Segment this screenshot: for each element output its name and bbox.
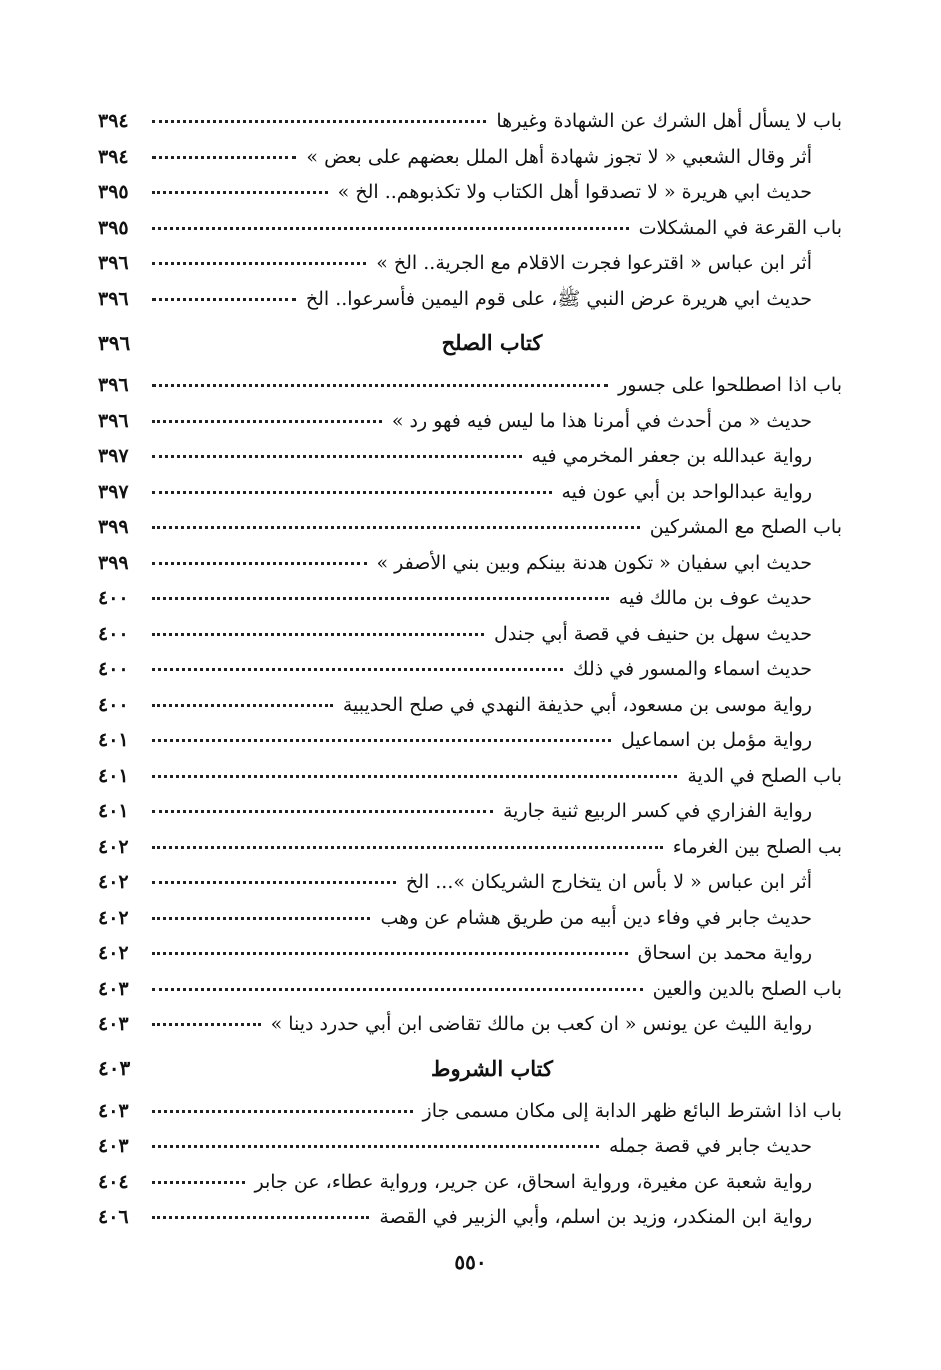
toc-chapter-entry: [98, 972, 842, 1008]
dot-leader: [152, 844, 663, 849]
entry-page-number: ٣٩٩: [98, 516, 129, 538]
entry-page-number: ٣٩٦: [98, 252, 129, 274]
dot-leader: [152, 666, 563, 671]
entry-title: رواية موسى بن مسعود، أبي حذيفة النهدي في صلح الحديبية: [342, 693, 812, 716]
entry-page-number: ٤٠١: [98, 729, 129, 751]
entry-page-number: ٤٠٠: [98, 587, 129, 609]
toc-chapter-entry: [98, 211, 842, 247]
entry-page-number: ٤٠١: [98, 800, 129, 822]
entry-page-number: ٤٠٢: [98, 835, 129, 858]
entry-title: رواية عبدالله بن جعفر المخرمي فيه: [531, 445, 812, 467]
section-heading-page: ٤٠٣: [98, 1056, 131, 1080]
toc-sub-entry: [98, 439, 842, 475]
toc-sub-entry: [98, 794, 842, 830]
entry-title: حديث جابر في وفاء دين أبيه من طريق هشام عن وهب: [380, 906, 812, 929]
dot-leader: [152, 1021, 261, 1026]
toc-sub-entry: [98, 246, 842, 282]
entry-page-number: ٣٩٧: [98, 445, 129, 467]
dot-leader: [152, 773, 677, 778]
toc-sub-entry: [98, 936, 842, 972]
toc-sub-entry: [98, 1200, 842, 1236]
entry-title: أثر ابن عباس « اقترعوا فجرت الاقلام مع الجرية.. الخ »: [376, 252, 812, 274]
entry-page-number: ٤٠٤: [98, 1170, 129, 1193]
entry-page-number: ٤٠٠: [98, 693, 129, 716]
dot-leader: [152, 702, 333, 707]
toc-sub-entry: [98, 140, 842, 176]
dot-leader: [152, 489, 552, 494]
dot-leader: [152, 986, 643, 991]
entry-title: باب القرعة في المشكلات: [638, 216, 842, 239]
entry-page-number: ٣٩٧: [98, 480, 129, 503]
entry-page-number: ٤٠٣: [98, 977, 129, 1000]
entry-page-number: ٣٩٦: [98, 287, 129, 310]
dot-leader: [152, 260, 366, 265]
entry-title: رواية الفزاري في كسر الربيع ثنية جارية: [502, 800, 812, 822]
dot-leader: [152, 154, 296, 159]
dot-leader: [152, 737, 611, 742]
entry-page-number: ٣٩٤: [98, 110, 129, 132]
entry-page-number: ٣٩٦: [98, 409, 129, 432]
dot-leader: [152, 631, 484, 636]
dot-leader: [152, 382, 608, 387]
toc-sub-entry: [98, 475, 842, 511]
entry-title: أثر وقال الشعبي « لا تجوز شهادة أهل الملل بعضهم على بعض »: [306, 145, 812, 168]
entry-title: أثر ابن عباس « لا بأس ان يتخارج الشريكان »... الخ: [405, 871, 812, 893]
toc-sub-entry: [98, 404, 842, 440]
dot-leader: [152, 225, 629, 230]
entry-page-number: ٤٠٠: [98, 658, 129, 680]
entry-page-number: ٤٠٣: [98, 1135, 129, 1157]
entry-title: حديث ابي هريرة « لا تصدقوا أهل الكتاب ولا تكذبوهم.. الخ »: [337, 181, 812, 203]
entry-title: رواية محمد بن اسحاق: [637, 942, 812, 964]
toc-chapter-entry: [98, 104, 842, 140]
entry-title: باب اذا اصطلحوا على جسور: [618, 374, 842, 396]
dot-leader: [152, 118, 486, 123]
entry-title: رواية ابن المنكدر، وزيد بن اسلم، وأبي الزبير في القصة: [379, 1206, 812, 1228]
dot-leader: [152, 595, 609, 600]
entry-title: رواية عبدالواحد بن أبي عون فيه: [561, 480, 812, 503]
entry-page-number: ٣٩٥: [98, 181, 129, 203]
entry-title: حديث عوف بن مالك فيه: [618, 587, 812, 609]
entry-title: باب الصلح مع المشركين: [649, 516, 842, 538]
toc-sub-entry: [98, 581, 842, 617]
entry-title: حديث « من أحدث في أمرنا هذا ما ليس فيه فهو رد »: [391, 409, 812, 432]
dot-leader: [152, 879, 396, 884]
entry-title: حديث ابي هريرة عرض النبي ﷺ، على قوم اليمين فأسرعوا.. الخ: [305, 287, 812, 310]
entry-title: باب الصلح بالدين والعين: [652, 977, 842, 1000]
entry-title: رواية الليث عن يونس « ان كعب بن مالك تقاضى ابن أبي حدرد دينا »: [270, 1013, 812, 1035]
toc-sub-entry: [98, 282, 842, 318]
toc-chapter-entry: [98, 368, 842, 404]
section-heading-title: كتاب الشروط: [431, 1055, 553, 1081]
dot-leader: [152, 189, 328, 194]
section-heading-title: كتاب الصلح: [441, 330, 543, 355]
entry-title: حديث اسماء والمسور في ذلك: [572, 658, 812, 680]
table-of-contents: [98, 104, 842, 1236]
entry-page-number: ٣٩٦: [98, 374, 129, 396]
entry-title: حديث ابي سفيان « تكون هدنة بينكم وبين بني الأصفر »: [376, 551, 812, 574]
dot-leader: [152, 1179, 245, 1184]
toc-chapter-entry: [98, 759, 842, 795]
entry-page-number: ٤٠٢: [98, 871, 129, 893]
entry-page-number: ٤٠٦: [98, 1206, 129, 1228]
toc-sub-entry: [98, 652, 842, 688]
dot-leader: [152, 1108, 413, 1113]
entry-page-number: ٤٠١: [98, 764, 129, 787]
toc-sub-entry: [98, 546, 842, 582]
dot-leader: [152, 453, 522, 458]
entry-title: بب الصلح بين الغرماء: [672, 835, 842, 858]
entry-title: باب اذا اشترط البائع ظهر الدابة إلى مكان مسمى جاز: [422, 1099, 842, 1122]
dot-leader: [152, 296, 296, 301]
entry-title: باب لا يسأل أهل الشرك عن الشهادة وغيرها: [496, 110, 842, 132]
dot-leader: [152, 560, 367, 565]
toc-sub-entry: [98, 723, 842, 759]
toc-sub-entry: [98, 688, 842, 724]
entry-page-number: ٣٩٤: [98, 145, 129, 168]
toc-chapter-entry: [98, 830, 842, 866]
entry-title: رواية شعبة عن مغيرة، ورواية اسحاق، عن جرير، ورواية عطاء، عن جابر: [254, 1170, 812, 1193]
entry-page-number: ٤٠٢: [98, 906, 129, 929]
entry-title: باب الصلح في الدية: [687, 764, 842, 787]
entry-page-number: ٤٠٠: [98, 622, 129, 645]
toc-sub-entry: [98, 1007, 842, 1043]
entry-page-number: ٤٠٣: [98, 1099, 129, 1122]
dot-leader: [152, 950, 628, 955]
toc-sub-entry: [98, 901, 842, 937]
dot-leader: [152, 808, 493, 813]
entry-title: حديث جابر في قصة جمله: [609, 1135, 812, 1157]
toc-chapter-entry: [98, 1094, 842, 1130]
toc-sub-entry: [98, 1165, 842, 1201]
dot-leader: [152, 915, 370, 920]
entry-page-number: ٤٠٢: [98, 942, 129, 964]
toc-chapter-entry: [98, 510, 842, 546]
entry-title: حديث سهل بن حنيف في قصة أبي جندل: [494, 622, 812, 645]
dot-leader: [152, 1143, 599, 1148]
section-heading-page: ٣٩٦: [98, 330, 131, 355]
dot-leader: [152, 418, 382, 423]
toc-sub-entry: [98, 1129, 842, 1165]
entry-page-number: ٣٩٩: [98, 551, 129, 574]
section-heading: [98, 1043, 842, 1094]
entry-title: رواية مؤمل بن اسماعيل: [621, 729, 812, 751]
section-heading: [98, 317, 842, 368]
dot-leader: [152, 524, 640, 529]
toc-sub-entry: [98, 175, 842, 211]
toc-sub-entry: [98, 617, 842, 653]
entry-page-number: ٣٩٥: [98, 216, 129, 239]
toc-sub-entry: [98, 865, 842, 901]
page-number-footer: ٥٥٠: [454, 1250, 487, 1274]
dot-leader: [152, 1214, 369, 1219]
entry-page-number: ٤٠٣: [98, 1013, 129, 1035]
